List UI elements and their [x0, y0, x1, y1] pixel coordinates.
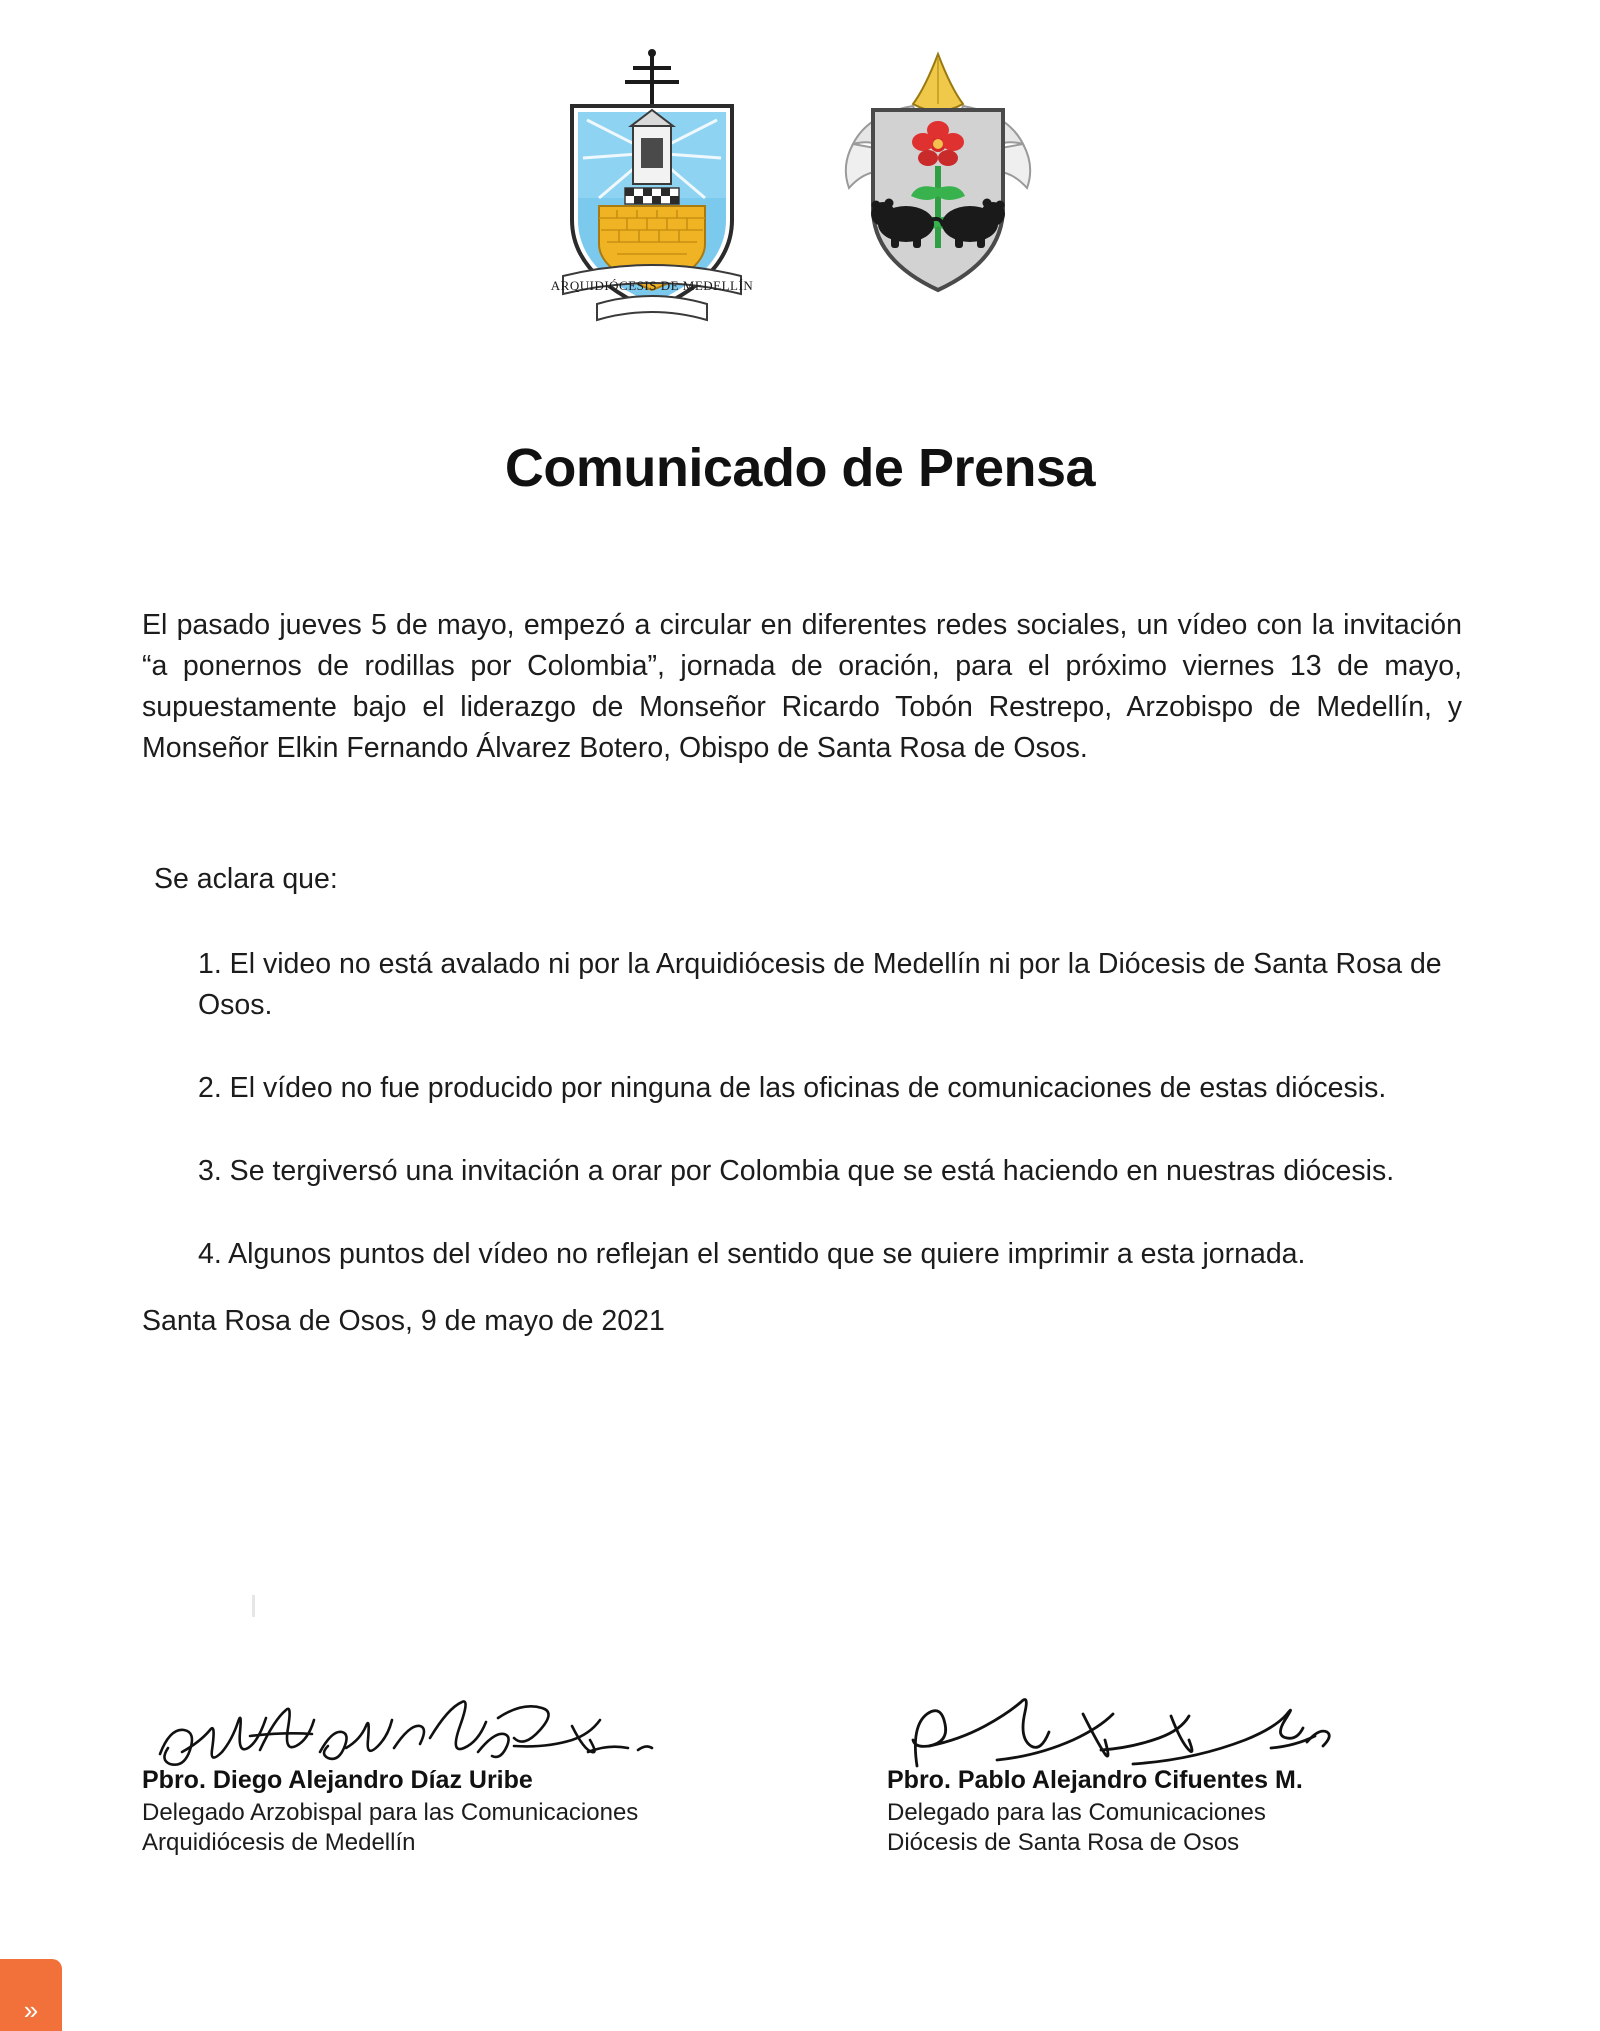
signatory-name: Pbro. Diego Alejandro Díaz Uribe — [142, 1766, 533, 1794]
signatory-role: Delegado para las Comunicaciones — [887, 1799, 1266, 1826]
lead-paragraph: El pasado jueves 5 de mayo, empezó a circular en diferentes redes sociales, un vídeo con la invitación “a ponernos de rodillas por Colombia”, jornada de oración, para el próximo viernes 13 de mayo, supuestamente bajo el liderazgo de Monseñor Ricardo Tobón Restrepo, Arzobispo de Medellín, y Monseñor Elkin Fernando Álvarez Botero, Obispo de Santa Rosa de Osos. — [142, 609, 1462, 765]
page-title: Comunicado de Prensa — [504, 438, 1096, 498]
clarification-points — [198, 944, 1458, 1275]
place-and-date: Santa Rosa de Osos, 9 de mayo de 2021 — [142, 1305, 665, 1338]
paper-speck — [252, 1595, 255, 1617]
next-page-chip[interactable]: » — [0, 1959, 62, 2031]
crest-header — [0, 48, 1600, 348]
arquidiocesis-de-medellin-crest — [537, 48, 767, 338]
signatory-organization: Arquidiócesis de Medellín — [142, 1829, 416, 1856]
clarification-point: 2. El vídeo no fue producido por ninguna de las oficinas de comunicaciones de estas diócesis. — [198, 1072, 1387, 1105]
document-body — [142, 605, 1462, 1342]
signatory-role: Delegado Arzobispal para las Comunicaciones — [142, 1799, 639, 1826]
diocesis-de-santa-rosa-de-osos-crest — [813, 48, 1063, 318]
signatory-organization: Diócesis de Santa Rosa de Osos — [887, 1829, 1240, 1856]
signature-block-left — [142, 1690, 727, 1858]
clarification-point: 1. El video no está avalado ni por la Arquidiócesis de Medellín ni por la Diócesis de Santa Rosa de Osos. — [198, 948, 1442, 1022]
clarification-point: 3. Se tergiversó una invitación a orar por Colombia que se está haciendo en nuestras diócesis. — [198, 1155, 1395, 1188]
clarification-intro: Se aclara que: — [154, 863, 338, 896]
signature-block-right — [887, 1690, 1472, 1858]
signatory-name: Pbro. Pablo Alejandro Cifuentes M. — [887, 1766, 1303, 1794]
signature-row — [142, 1690, 1472, 1858]
crest-motto: ARQUIDIÓCESIS DE MEDELLÍN — [550, 278, 754, 293]
clarification-point: 4. Algunos puntos del vídeo no reflejan el sentido que se quiere imprimir a esta jornada. — [198, 1238, 1306, 1271]
